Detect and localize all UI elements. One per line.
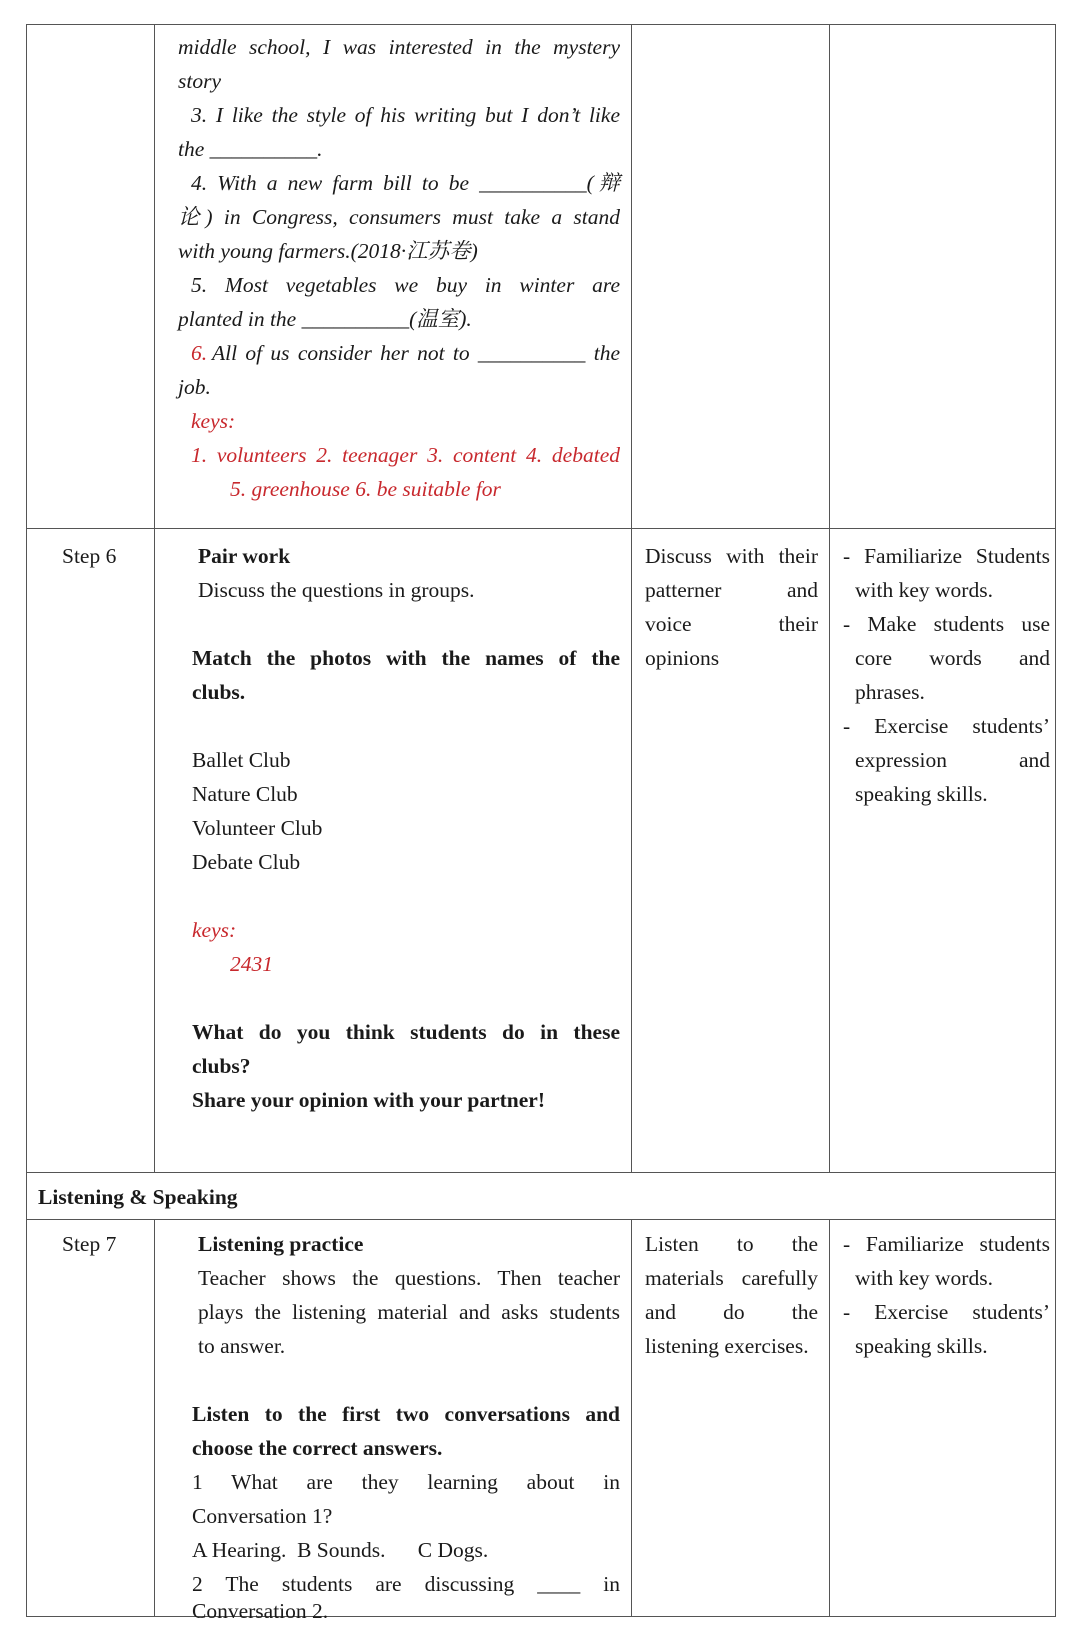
column-divider-content: [631, 1219, 632, 1617]
text-line: with key words.: [855, 578, 993, 602]
step-label: Step 6: [62, 544, 117, 568]
text-line: Teacher shows the questions. Then teacher: [198, 1266, 620, 1290]
text-line: the __________.: [178, 137, 323, 161]
keys-label: keys:: [191, 409, 236, 433]
text-line: voice their: [645, 612, 818, 636]
text-line: 论) in Congress, consumers must take a stand: [178, 205, 620, 229]
column-divider-step: [154, 528, 155, 1172]
answer-keys: 1. volunteers 2. teenager 3. content 4. debated: [191, 443, 620, 467]
task-instruction: clubs?: [192, 1054, 251, 1078]
purpose-item: - Familiarize students: [843, 1232, 1050, 1256]
answer-keys: 5. greenhouse 6. be suitable for: [230, 477, 501, 501]
answer-options: A Hearing. B Sounds. C Dogs.: [192, 1538, 489, 1562]
club-name: Nature Club: [192, 782, 298, 806]
column-divider-step: [154, 1219, 155, 1617]
purpose-item: - Familiarize Students: [843, 544, 1050, 568]
task-instruction: clubs.: [192, 680, 246, 704]
text-line: Listen to the: [645, 1232, 818, 1256]
activity-heading: Listening practice: [198, 1232, 364, 1256]
exercise-question-4: 4. With a new farm bill to be __________(辩: [191, 171, 620, 195]
text-line: with key words.: [855, 1266, 993, 1290]
exercise-question-6: All of us consider her not to __________ the: [212, 341, 620, 365]
listening-question-1: 1 What are they learning about in: [192, 1470, 620, 1494]
column-divider-step: [154, 24, 155, 528]
text-line: planted in the __________(温室).: [178, 307, 472, 331]
task-instruction: choose the correct answers.: [192, 1436, 443, 1460]
club-name: Debate Club: [192, 850, 301, 874]
column-divider-content: [631, 528, 632, 1172]
answer-keys: 2431: [230, 952, 273, 976]
text-line: plays the listening material and asks students: [198, 1300, 620, 1324]
text-line: job.: [178, 375, 211, 399]
text-line: to answer.: [198, 1334, 286, 1358]
text-line: Discuss with their: [645, 544, 818, 568]
listening-question-2: 2 The students are discussing ____ in: [192, 1572, 620, 1596]
task-instruction: Match the photos with the names of the: [192, 646, 620, 670]
text-line: listening exercises.: [645, 1334, 809, 1358]
purpose-item: - Exercise students’: [843, 714, 1050, 738]
row-divider: [26, 1219, 1056, 1220]
task-instruction: What do you think students do in these: [192, 1020, 620, 1044]
text-line: core words and: [855, 646, 1050, 670]
step-label: Step 7: [62, 1232, 117, 1256]
keys-label: keys:: [192, 918, 237, 942]
text-line: Conversation 2.: [192, 1599, 329, 1623]
club-name: Volunteer Club: [192, 816, 323, 840]
text-line: middle school, I was interested in the mystery: [178, 35, 620, 59]
exercise-question-6-number: 6.: [191, 341, 208, 365]
task-instruction: Listen to the first two conversations and: [192, 1402, 620, 1426]
purpose-item: - Make students use: [843, 612, 1050, 636]
text-line: opinions: [645, 646, 720, 670]
text-line: with young farmers.(2018·江苏卷): [178, 239, 478, 263]
column-divider-activity: [829, 1219, 830, 1617]
exercise-question-5: 5. Most vegetables we buy in winter are: [191, 273, 620, 297]
column-divider-activity: [829, 528, 830, 1172]
row-divider: [26, 1172, 1056, 1173]
row-divider: [26, 528, 1056, 529]
purpose-item: - Exercise students’: [843, 1300, 1050, 1324]
column-divider-content: [631, 24, 632, 528]
exercise-question-3: 3. I like the style of his writing but I don’t like: [191, 103, 620, 127]
text-line: and do the: [645, 1300, 818, 1324]
text-line: Conversation 1?: [192, 1504, 333, 1528]
club-name: Ballet Club: [192, 748, 291, 772]
text-line: story: [178, 69, 221, 93]
task-instruction: Share your opinion with your partner!: [192, 1088, 546, 1112]
text-line: Discuss the questions in groups.: [198, 578, 475, 602]
section-title: Listening & Speaking: [38, 1185, 238, 1209]
text-line: materials carefully: [645, 1266, 818, 1290]
text-line: expression and: [855, 748, 1050, 772]
text-line: speaking skills.: [855, 1334, 988, 1358]
text-line: patterner and: [645, 578, 818, 602]
text-line: phrases.: [855, 680, 925, 704]
activity-heading: Pair work: [198, 544, 291, 568]
text-line: speaking skills.: [855, 782, 988, 806]
column-divider-activity: [829, 24, 830, 528]
